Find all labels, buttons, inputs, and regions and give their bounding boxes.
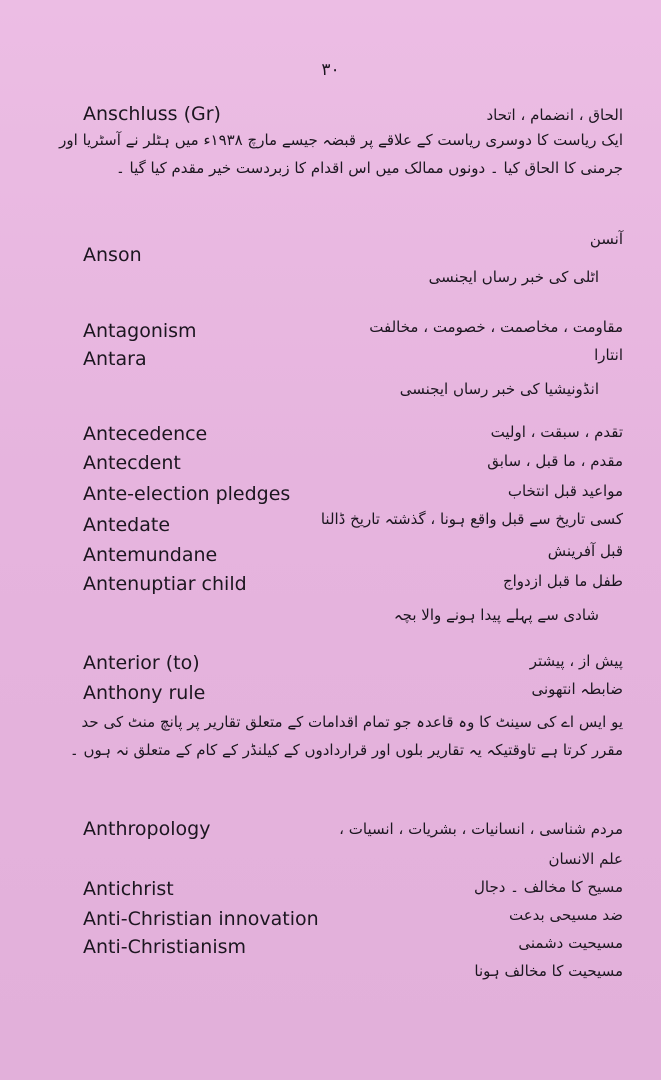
entry-meaning: مواعید قبل انتخاب bbox=[507, 482, 623, 500]
entry-meaning: کسی تاریخ سے قبل واقع ہونا ، گذشتہ تاریخ ڈالنا bbox=[320, 510, 623, 528]
entry-term: Antichrist bbox=[83, 878, 174, 900]
entry-note: یو ایس اے کی سینٹ کا وہ قاعدہ جو تمام اقدامات کے متعلق تقاریر پر پانچ منٹ کی حد مقرر کرتا ہے تاوقتیکہ یہ تقاریر بلوں اور قراردادوں کے کیلنڈر کے کام کے متعلق نہ ہوں ۔ bbox=[69, 713, 623, 759]
entry-term: Antenuptiar child bbox=[83, 573, 247, 595]
entry-term: Anterior (to) bbox=[83, 652, 200, 674]
entry-note: اٹلی کی خبر رساں ایجنسی bbox=[428, 268, 599, 286]
entry-note: مسیحیت کا مخالف ہونا bbox=[474, 962, 623, 980]
entry-note: انڈونیشیا کی خبر رساں ایجنسی bbox=[399, 380, 599, 398]
entry-meaning: آنسن bbox=[589, 230, 623, 248]
entry-meaning: مسیحیت دشمنی bbox=[518, 934, 623, 952]
entry-meaning: انتارا bbox=[594, 346, 623, 364]
entry-meaning: قبل آفرینش bbox=[547, 542, 623, 560]
entry-meaning: مردم شناسی ، انسانیات ، بشریات ، انسیات ، bbox=[339, 820, 623, 838]
entry-meaning: تقدم ، سبقت ، اولیت bbox=[490, 423, 623, 441]
entry-meaning: مسیح کا مخالف ۔ دجال bbox=[473, 878, 623, 896]
entry-note: شادی سے پہلے پیدا ہونے والا بچہ bbox=[393, 606, 599, 624]
entry-meaning: پیش از ، پیشتر bbox=[529, 652, 623, 670]
page-number: ۳۰ bbox=[321, 60, 340, 80]
entry-meaning: ضابطہ انتھونی bbox=[531, 680, 623, 698]
entry-note: ایک ریاست کا دوسری ریاست کے علاقے پر قبضہ جیسے مارچ ۱۹۳۸ء میں ہٹلر نے آسٹریا اور جرمنی کا الحاق کیا ۔ دونوں ممالک میں اس اقدام کا زبردست خیر مقدم کیا گیا ۔ bbox=[59, 131, 623, 177]
entry-meaning: طفل ما قبل ازدواج bbox=[502, 572, 623, 590]
entry-term: Antagonism bbox=[83, 320, 197, 342]
entry-term: Anson bbox=[83, 244, 142, 266]
entry-term: Anschluss (Gr) bbox=[83, 103, 221, 125]
entry-meaning: مقاومت ، مخاصمت ، خصومت ، مخالفت bbox=[369, 318, 623, 336]
entry-term: Anti-Christianism bbox=[83, 936, 247, 958]
entry-meaning: مقدم ، ما قبل ، سابق bbox=[487, 452, 623, 470]
entry-meaning: ضد مسیحی بدعت bbox=[508, 906, 623, 924]
entry-term: Anti-Christian innovation bbox=[83, 908, 319, 930]
entry-term: Anthropology bbox=[83, 818, 211, 840]
entry-meaning: الحاق ، انضمام ، اتحاد bbox=[486, 106, 623, 124]
entry-term: Antara bbox=[83, 348, 147, 370]
entry-term: Antedate bbox=[83, 514, 171, 536]
entry-note: علم الانسان bbox=[548, 850, 623, 868]
entry-term: Antecedence bbox=[83, 423, 208, 445]
entry-term: Ante-election pledges bbox=[83, 483, 291, 505]
entry-term: Antecdent bbox=[83, 452, 181, 474]
entry-term: Anthony rule bbox=[83, 682, 206, 704]
entry-term: Antemundane bbox=[83, 544, 218, 566]
